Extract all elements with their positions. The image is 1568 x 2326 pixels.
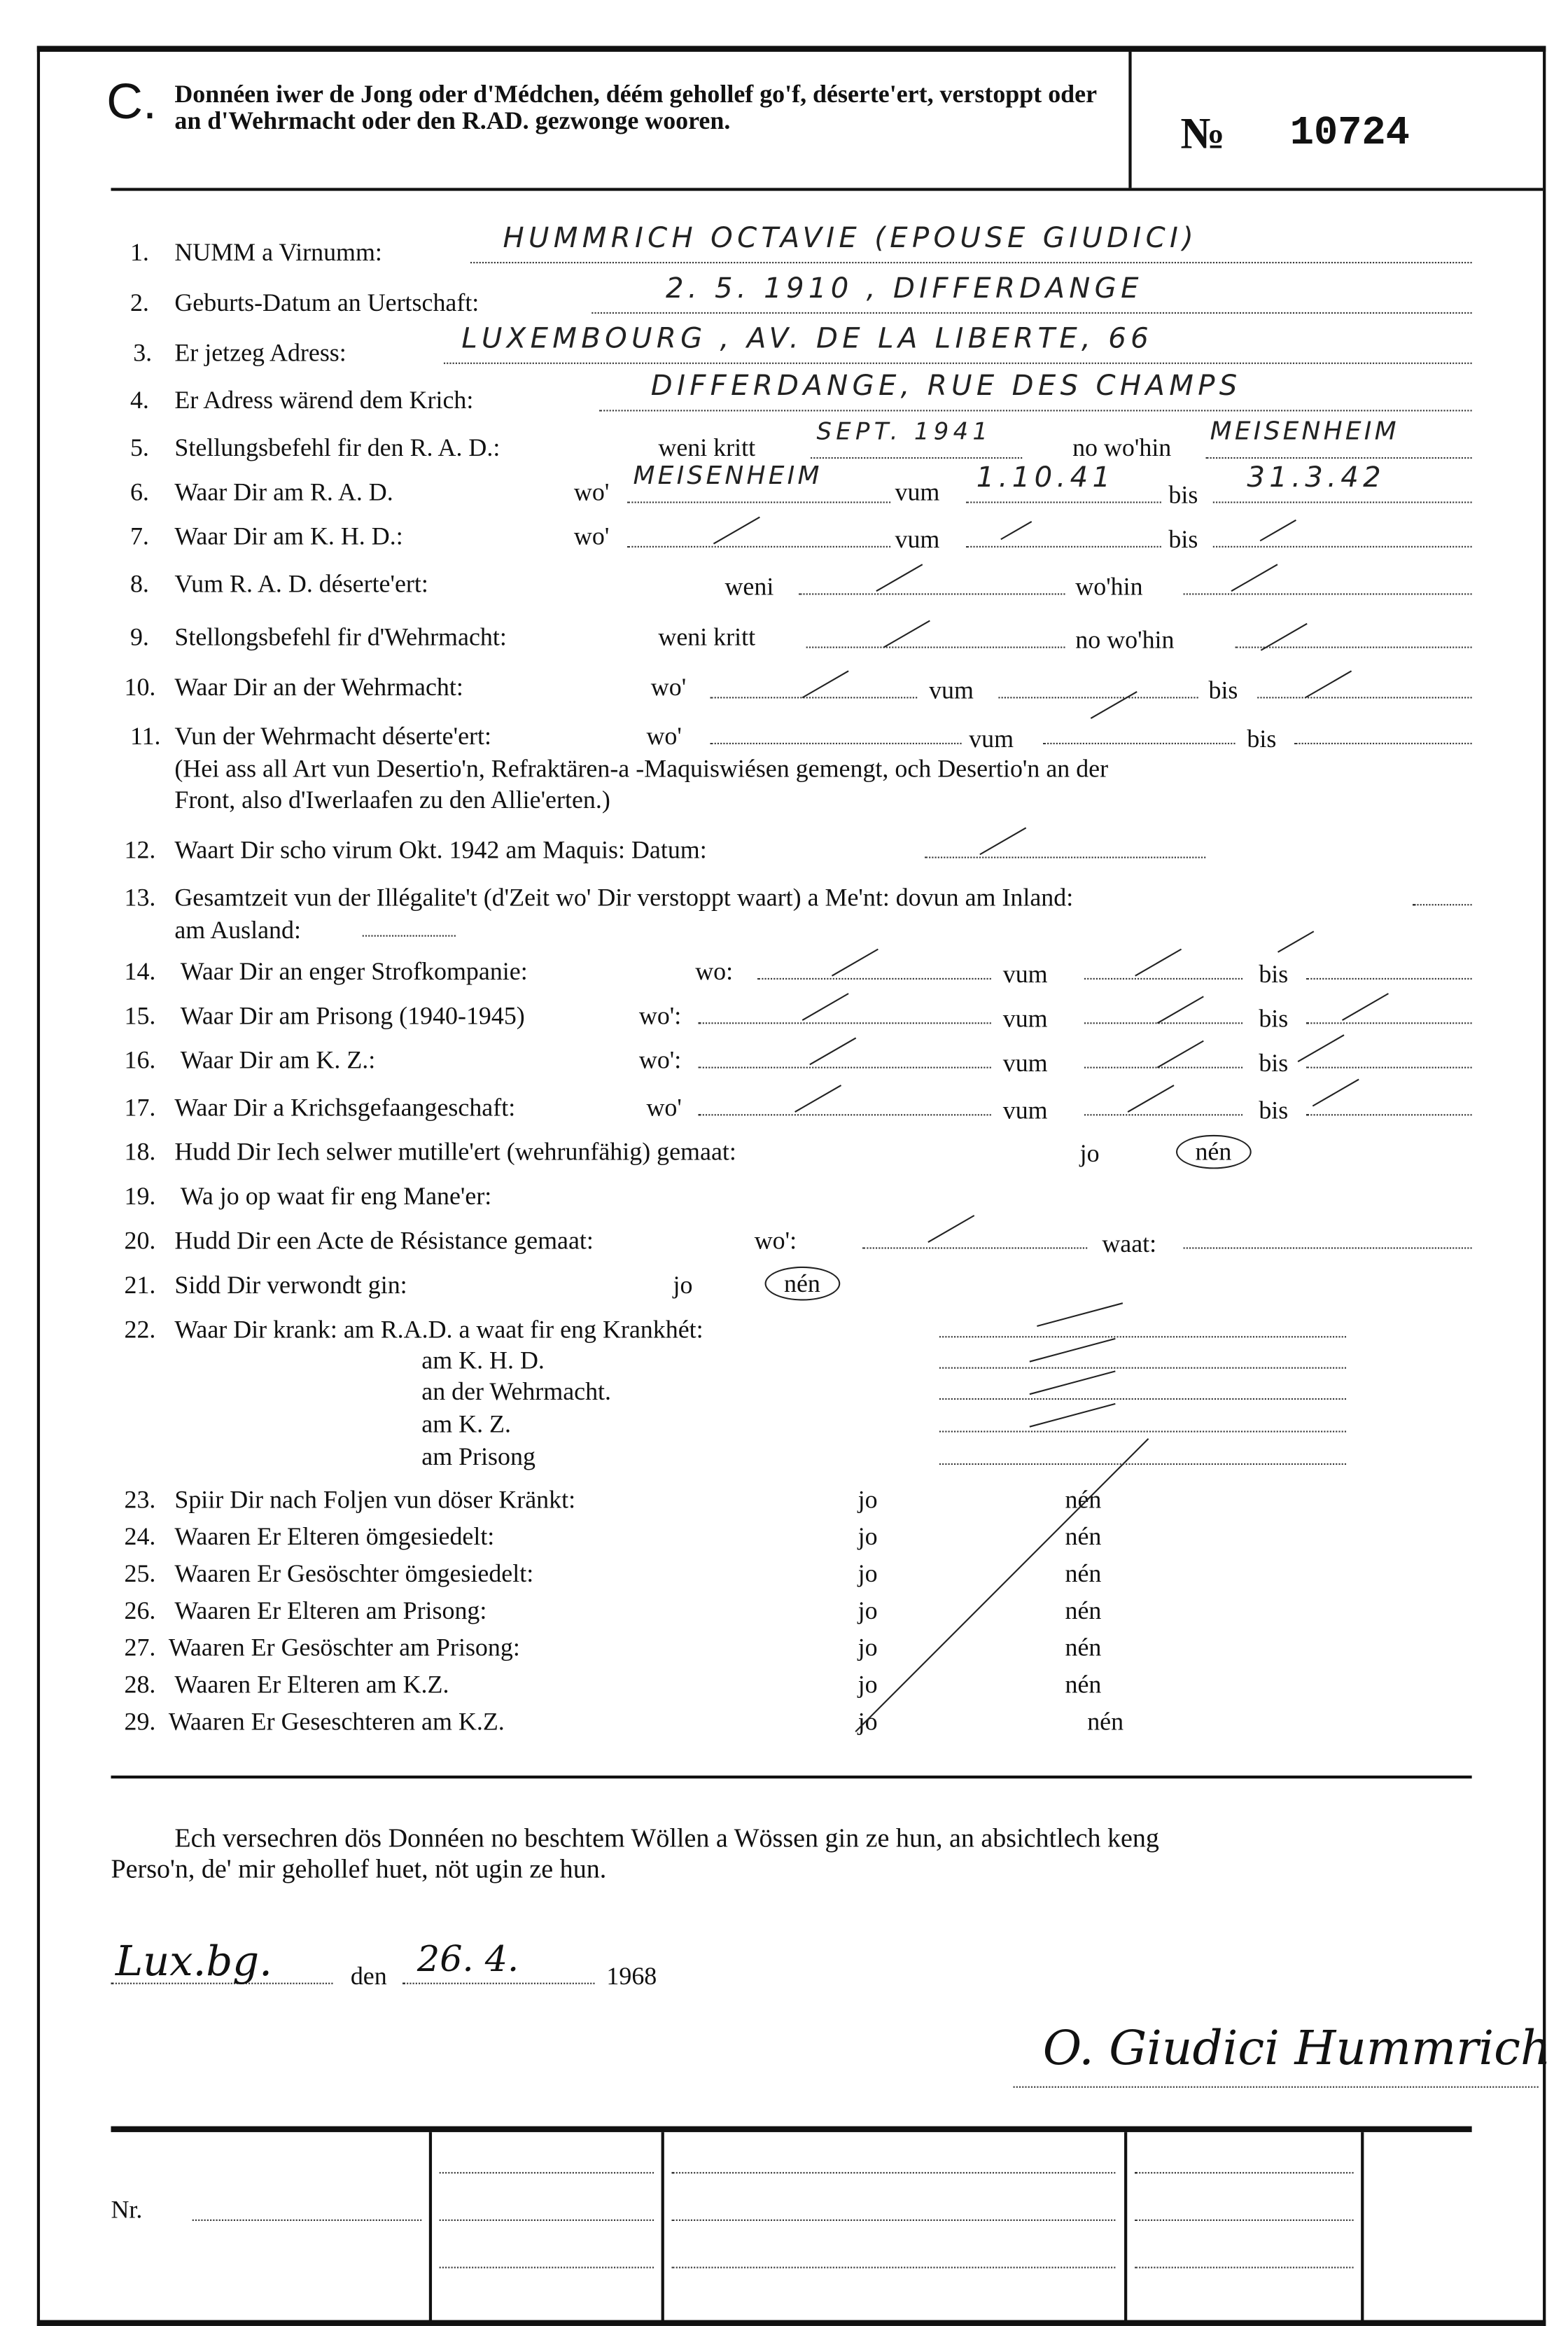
header-text: Donnéen iwer de Jong oder d'Médchen, déém gehollef go'f, déserte'ert, verstoppt oder an d'Wehrmacht oder den R.AD. gezwonge wooren.	[174, 80, 1097, 134]
signature-field[interactable]	[1014, 2087, 1539, 2088]
row-14-to-label: bis	[1259, 960, 1289, 989]
row-7-label: Waar Dir am K. H. D.:	[174, 522, 403, 551]
row-25-label: Waaren Er Gesöschter ömgesiedelt:	[174, 1559, 534, 1588]
row-7-from-field[interactable]	[966, 546, 1161, 548]
row-16-from-field[interactable]	[1084, 1067, 1242, 1068]
row-6-from-value: 1.10.41	[976, 461, 1115, 494]
row-24-label: Waaren Er Elteren ömgesiedelt:	[174, 1522, 495, 1551]
strike-mark	[1091, 691, 1138, 719]
illness-prisong-field[interactable]	[939, 1463, 1346, 1465]
row-26-label: Waaren Er Elteren am Prisong:	[174, 1596, 487, 1625]
header-divider	[1128, 52, 1130, 188]
row-7-where-label: wo'	[573, 522, 610, 551]
row-11-label: Vun der Wehrmacht déserte'ert:	[174, 722, 491, 751]
row-14-label: Waar Dir an enger Strofkompanie:	[180, 957, 528, 986]
strike-mark	[1030, 1338, 1116, 1363]
row-8-when-label: weni	[724, 572, 774, 601]
row-11-where-field[interactable]	[710, 743, 961, 744]
row-5-where-label: no wo'hin	[1072, 433, 1172, 462]
row-8-where-field[interactable]	[1184, 593, 1472, 594]
row-10-where-field[interactable]	[710, 697, 917, 698]
footer-col-divider	[1361, 2132, 1363, 2320]
document-number: 10724	[1289, 112, 1410, 157]
row-16-number: 16.	[124, 1046, 156, 1075]
row-16-where-field[interactable]	[698, 1067, 990, 1068]
row-20-label: Hudd Dir een Acte de Résistance gemaat:	[174, 1226, 594, 1255]
row-8-when-field[interactable]	[799, 593, 1065, 594]
row-10-from-label: vum	[929, 676, 974, 704]
row-14-from-label: vum	[1002, 960, 1048, 989]
strike-mark	[1342, 993, 1389, 1021]
birth-field[interactable]	[592, 312, 1471, 314]
row-11-to-field[interactable]	[1294, 743, 1472, 744]
row-6-where-field[interactable]	[627, 501, 890, 503]
nr-field[interactable]	[192, 2220, 422, 2221]
war-address-field[interactable]	[599, 410, 1472, 411]
footer-cell[interactable]	[671, 2220, 1115, 2221]
row-3-number: 3.	[133, 338, 153, 368]
row-29-label: Waaren Er Geseschteren am K.Z.	[168, 1707, 505, 1736]
row-22-number: 22.	[124, 1315, 156, 1344]
inland-field[interactable]	[1413, 904, 1472, 905]
strike-mark	[802, 993, 849, 1021]
row-23-number: 23.	[124, 1485, 156, 1514]
strike-mark	[1157, 1040, 1204, 1068]
maquis-date-field[interactable]	[925, 857, 1206, 858]
strike-mark	[794, 1085, 841, 1113]
row-19-number: 19.	[124, 1182, 156, 1211]
strike-mark	[1030, 1370, 1116, 1395]
row-2-number: 2.	[130, 288, 149, 317]
row-27-yes-option[interactable]: jo	[858, 1633, 878, 1662]
header-rule	[111, 188, 1543, 190]
footer-cell[interactable]	[1135, 2266, 1354, 2268]
row-23-yes-option[interactable]: jo	[858, 1485, 878, 1514]
row-24-number: 24.	[124, 1522, 156, 1551]
footer-cell[interactable]	[671, 2266, 1115, 2268]
row-6-from-field[interactable]	[966, 501, 1161, 503]
row-16-to-label: bis	[1259, 1049, 1289, 1078]
footer-col-divider	[1124, 2132, 1126, 2320]
footer-cell[interactable]	[671, 2172, 1115, 2173]
row-8-where-label: wo'hin	[1075, 572, 1143, 601]
frame-right-border	[1543, 46, 1546, 2326]
row-20-number: 20.	[124, 1226, 156, 1255]
address-field[interactable]	[444, 363, 1472, 364]
row-22-label: Waar Dir krank: am R.A.D. a waat fir eng Krankhét:	[174, 1315, 704, 1344]
row-13-label: Gesamtzeit vun der Illégalite't (d'Zeit wo' Dir verstoppt waart) a Me'nt: dovun am Inland:	[174, 883, 1074, 912]
abroad-field[interactable]	[363, 935, 456, 937]
row-22-kz-label: am K. Z.	[421, 1409, 511, 1439]
row-7-from-label: vum	[895, 525, 940, 554]
place-value: Lux.bg.	[115, 1937, 272, 1986]
strike-mark	[1037, 1302, 1123, 1327]
row-25-number: 25.	[124, 1559, 156, 1588]
row-10-label: Waar Dir an der Wehrmacht:	[174, 673, 463, 702]
strike-mark	[802, 670, 849, 698]
date-field[interactable]	[402, 1983, 595, 1984]
row-11-note: Front, also d'Iwerlaafen zu den Allie'erten.)	[174, 786, 610, 814]
row-21-no-option-circled[interactable]: nén	[765, 1267, 840, 1301]
row-1-number: 1.	[130, 238, 149, 267]
row-14-from-field[interactable]	[1084, 978, 1242, 980]
section-rule	[111, 1776, 1471, 1778]
row-8-number: 8.	[130, 569, 149, 598]
strike-mark	[979, 827, 1026, 855]
row-7-number: 7.	[130, 522, 149, 551]
row-5-when-field[interactable]	[811, 457, 1022, 459]
date-value: 26. 4.	[416, 1938, 519, 1980]
row-15-from-label: vum	[1002, 1004, 1048, 1033]
row-11-from-field[interactable]	[1043, 743, 1236, 744]
row-17-number: 17.	[124, 1093, 156, 1122]
row-29-yes-option[interactable]: jo	[858, 1707, 878, 1736]
strike-mark	[1128, 1085, 1175, 1113]
address-value: LUXEMBOURG , AV. DE LA LIBERTE, 66	[461, 322, 1154, 356]
illness-khd-field[interactable]	[939, 1367, 1346, 1369]
footer-cell[interactable]	[1135, 2220, 1354, 2221]
row-16-from-label: vum	[1002, 1049, 1048, 1078]
name-field[interactable]	[470, 262, 1472, 263]
row-7-to-field[interactable]	[1213, 546, 1472, 548]
row-26-number: 26.	[124, 1596, 156, 1625]
row-10-number: 10.	[124, 673, 156, 702]
footer-cell[interactable]	[440, 2172, 654, 2173]
row-9-when-field[interactable]	[806, 646, 1065, 648]
row-15-to-label: bis	[1259, 1004, 1289, 1033]
row-17-label: Waar Dir a Krichsgefaangeschaft:	[174, 1093, 516, 1122]
row-4-label: Er Adress wärend dem Krich:	[174, 386, 474, 415]
illness-wehrmacht-field[interactable]	[939, 1398, 1346, 1400]
row-17-where-field[interactable]	[698, 1114, 990, 1115]
row-12-number: 12.	[124, 835, 156, 865]
row-6-where-label: wo'	[573, 478, 610, 506]
row-10-to-label: bis	[1208, 676, 1238, 704]
row-18-no-option-circled[interactable]: nén	[1176, 1135, 1251, 1169]
illness-kz-field[interactable]	[939, 1430, 1346, 1432]
row-19-label: Wa jo op waat fir eng Mane'er:	[180, 1182, 492, 1211]
row-6-number: 6.	[130, 478, 149, 506]
row-5-where-field[interactable]	[1205, 457, 1471, 459]
row-6-to-label: bis	[1168, 480, 1198, 509]
row-25-yes-option[interactable]: jo	[858, 1559, 878, 1588]
row-20-where-label: wo':	[754, 1226, 797, 1255]
strike-mark	[713, 517, 760, 545]
row-22-wehrmacht-label: an der Wehrmacht.	[421, 1377, 612, 1406]
row-9-where-label: no wo'hin	[1075, 625, 1175, 655]
row-10-where-label: wo'	[650, 673, 687, 702]
row-25-no-option[interactable]: nén	[1065, 1559, 1102, 1588]
row-16-where-label: wo':	[638, 1046, 682, 1075]
strike-mark	[1000, 521, 1032, 540]
footer-cell[interactable]	[1135, 2172, 1354, 2173]
row-7-where-field[interactable]	[627, 546, 890, 548]
row-23-no-option[interactable]: nén	[1065, 1485, 1102, 1514]
row-26-no-option[interactable]: nén	[1065, 1596, 1102, 1625]
row-17-to-field[interactable]	[1306, 1114, 1472, 1115]
row-10-from-field[interactable]	[998, 697, 1198, 698]
row-11-from-label: vum	[969, 725, 1014, 753]
row-15-to-field[interactable]	[1306, 1022, 1472, 1024]
strike-mark	[876, 564, 923, 592]
row-6-to-field[interactable]	[1213, 501, 1472, 503]
row-11-where-label: wo'	[646, 722, 682, 751]
strike-mark	[1305, 670, 1352, 698]
row-12-label: Waart Dir scho virum Okt. 1942 am Maquis: Datum:	[174, 835, 707, 865]
strike-line-23-29	[855, 1438, 1149, 1736]
row-11-to-label: bis	[1247, 725, 1277, 753]
row-29-no-option[interactable]: nén	[1087, 1707, 1124, 1736]
row-22-prisong-label: am Prisong	[421, 1442, 536, 1471]
row-27-number: 27.	[124, 1633, 156, 1662]
strike-mark	[1157, 996, 1204, 1024]
row-18-label: Hudd Dir Iech selwer mutille'ert (wehrunfähig) gemaat:	[174, 1138, 736, 1167]
row-11-note: (Hei ass all Art vun Desertio'n, Refraktären-a -Maquiswiésen gemengt, och Desertio'n an der	[174, 754, 1109, 783]
row-21-number: 21.	[124, 1271, 156, 1300]
row-14-number: 14.	[124, 957, 156, 986]
row-24-no-option[interactable]: nén	[1065, 1522, 1102, 1551]
strike-mark	[1135, 949, 1182, 977]
strike-mark	[1298, 1034, 1345, 1062]
row-16-label: Waar Dir am K. Z.:	[180, 1046, 376, 1075]
row-21-yes-option[interactable]: jo	[673, 1271, 693, 1300]
row-9-where-field[interactable]	[1236, 646, 1472, 648]
row-4-number: 4.	[130, 386, 149, 415]
row-7-to-label: bis	[1168, 525, 1198, 554]
row-6-to-value: 31.3.42	[1247, 461, 1386, 494]
row-6-from-label: vum	[895, 478, 940, 506]
row-24-yes-option[interactable]: jo	[858, 1522, 878, 1551]
frame-top-border	[37, 46, 1546, 52]
row-16-to-field[interactable]	[1306, 1067, 1472, 1068]
footer-cell[interactable]	[440, 2220, 654, 2221]
row-20-where-field[interactable]	[862, 1247, 1087, 1248]
row-28-number: 28.	[124, 1670, 156, 1699]
footer-col-divider	[662, 2132, 664, 2320]
strike-mark	[1312, 1079, 1359, 1107]
strike-mark	[1260, 520, 1296, 541]
strike-mark	[883, 620, 930, 648]
row-18-number: 18.	[124, 1138, 156, 1167]
strike-mark	[1278, 931, 1314, 952]
row-3-label: Er jetzeg Adress:	[174, 338, 346, 368]
number-sign: №	[1180, 109, 1226, 159]
strike-mark	[809, 1037, 856, 1065]
row-15-where-field[interactable]	[698, 1022, 990, 1024]
row-28-yes-option[interactable]: jo	[858, 1670, 878, 1699]
year-label: 1968	[606, 1962, 657, 1991]
frame-bottom-border	[37, 2320, 1546, 2325]
row-23-label: Spiir Dir nach Foljen vun döser Kränkt:	[174, 1485, 576, 1514]
birth-value: 2. 5. 1910 , DIFFERDANGE	[665, 272, 1143, 305]
row-15-where-label: wo':	[638, 1001, 682, 1030]
row-28-label: Waaren Er Elteren am K.Z.	[174, 1670, 449, 1699]
row-2-label: Geburts-Datum an Uertschaft:	[174, 288, 479, 317]
row-17-where-label: wo'	[646, 1093, 682, 1122]
row-5-label: Stellungsbefehl fir den R. A. D.:	[174, 433, 500, 462]
row-26-yes-option[interactable]: jo	[858, 1596, 878, 1625]
nr-label: Nr.	[111, 2195, 143, 2224]
row-27-no-option[interactable]: nén	[1065, 1633, 1102, 1662]
row-15-label: Waar Dir am Prisong (1940-1945)	[180, 1001, 525, 1030]
strike-mark	[832, 949, 878, 977]
row-21-label: Sidd Dir verwondt gin:	[174, 1271, 407, 1300]
row-15-from-field[interactable]	[1084, 1022, 1242, 1024]
row-6-where-value: MEISENHEIM	[633, 461, 822, 492]
strike-mark	[1231, 564, 1278, 592]
row-18-yes-option[interactable]: jo	[1079, 1139, 1100, 1168]
row-5-when-label: weni kritt	[658, 433, 756, 462]
row-17-from-label: vum	[1002, 1096, 1048, 1125]
footer-cell[interactable]	[440, 2266, 654, 2268]
row-17-from-field[interactable]	[1084, 1114, 1242, 1115]
row-5-number: 5.	[130, 433, 149, 462]
row-15-number: 15.	[124, 1001, 156, 1030]
row-11-number: 11.	[130, 722, 161, 751]
footer-table-top-rule	[111, 2126, 1471, 2132]
row-20-what-label: waat:	[1102, 1230, 1157, 1258]
declaration-line-2: Perso'n, de' mir gehollef huet, nöt ugin ze hun.	[111, 1853, 607, 1884]
row-5-when-value: SEPT. 1941	[816, 417, 993, 446]
row-5-where-value: MEISENHEIM	[1210, 417, 1399, 447]
frame-left-border	[37, 46, 40, 2326]
row-20-what-field[interactable]	[1184, 1247, 1472, 1248]
row-29-number: 29.	[124, 1707, 156, 1736]
row-27-label: Waaren Er Gesöschter am Prisong:	[168, 1633, 520, 1662]
row-10-to-field[interactable]	[1257, 697, 1471, 698]
strike-mark	[1030, 1403, 1116, 1428]
row-6-label: Waar Dir am R. A. D.	[174, 478, 393, 506]
row-9-number: 9.	[130, 622, 149, 651]
row-28-no-option[interactable]: nén	[1065, 1670, 1102, 1699]
name-value: HUMMRICH OCTAVIE (EPOUSE GIUDICI)	[503, 221, 1198, 255]
footer-col-divider	[429, 2132, 431, 2320]
row-14-where-field[interactable]	[757, 978, 991, 980]
strike-mark	[927, 1215, 974, 1243]
row-22-khd-label: am K. H. D.	[421, 1346, 545, 1375]
row-13-number: 13.	[124, 883, 156, 912]
illness-rad-field[interactable]	[939, 1336, 1346, 1337]
den-label: den	[350, 1962, 387, 1991]
row-8-label: Vum R. A. D. déserte'ert:	[174, 569, 428, 598]
declaration-line-1: Ech versechren dös Donnéen no beschtem Wöllen a Wössen gin ze hun, an absichtlech keng	[174, 1823, 1159, 1853]
row-14-where-label: wo:	[695, 957, 734, 986]
row-13-abroad-label: am Ausland:	[174, 916, 301, 945]
row-1-label: NUMM a Virnumm:	[174, 238, 382, 267]
signature: O. Giudici Hummrich	[1042, 2019, 1551, 2076]
section-letter: C.	[106, 74, 157, 130]
row-9-when-label: weni kritt	[658, 622, 756, 651]
war-address-value: DIFFERDANGE, RUE DES CHAMPS	[650, 370, 1242, 403]
row-9-label: Stellongsbefehl fir d'Wehrmacht:	[174, 622, 507, 651]
row-14-to-field[interactable]	[1306, 978, 1472, 980]
row-17-to-label: bis	[1259, 1096, 1289, 1125]
